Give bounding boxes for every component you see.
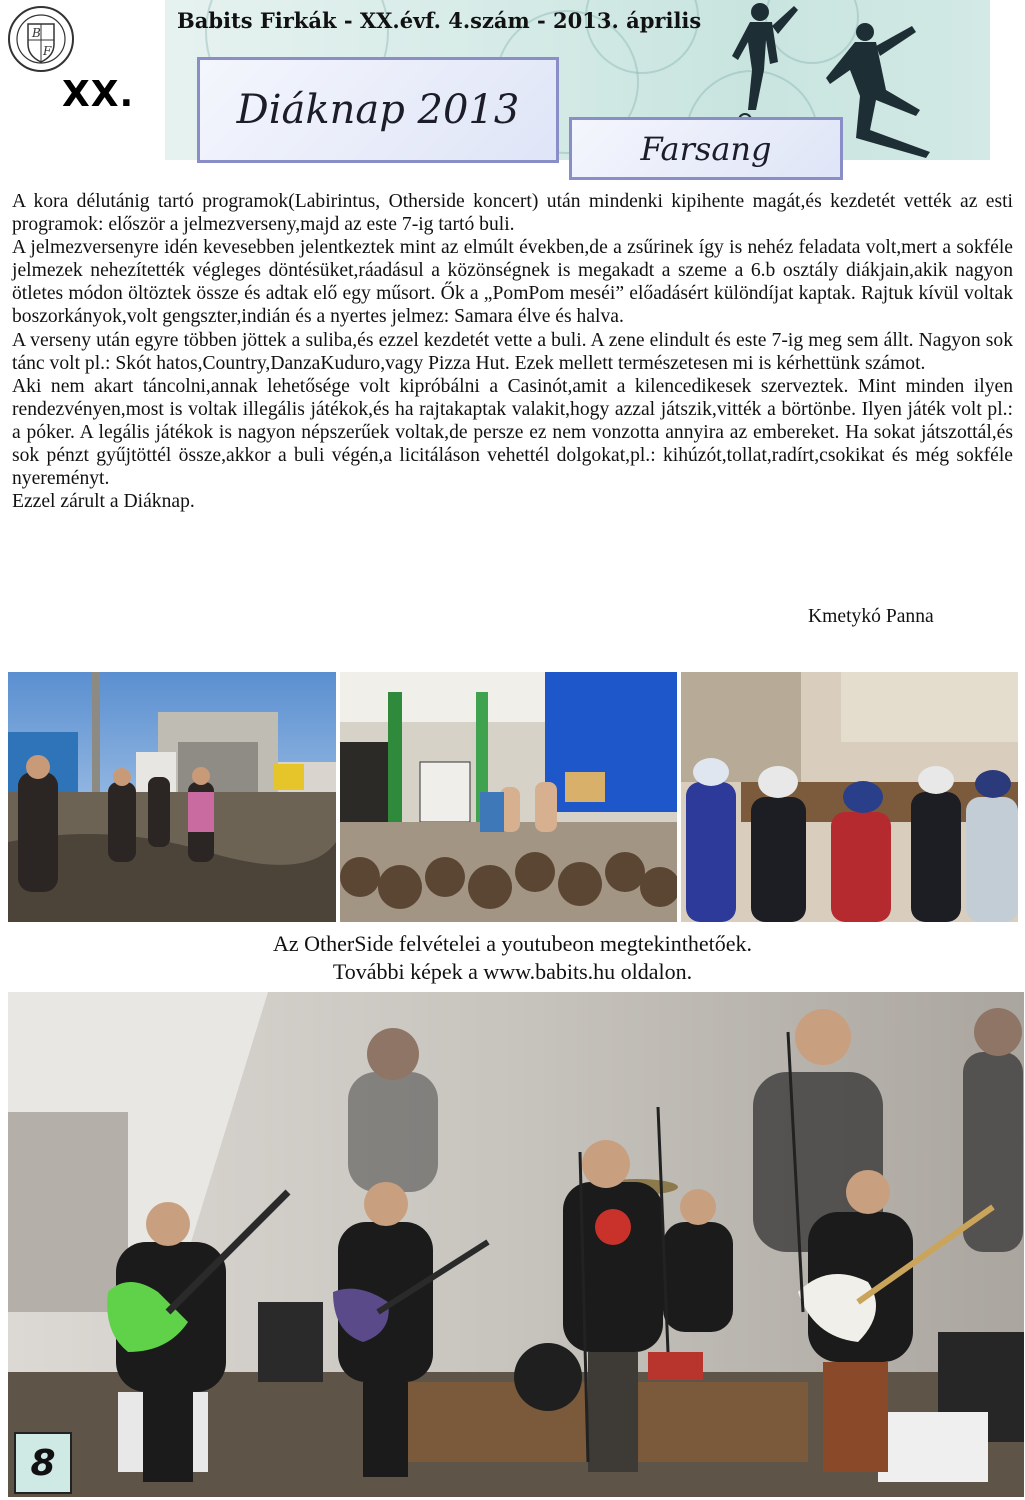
subtitle-box bbox=[569, 117, 843, 180]
school-logo bbox=[6, 4, 76, 74]
article-paragraph: A verseny után egyre többen jöttek a suliba,és ezzel kezdetét vette a buli. A zene elindult és este 7-ig meg sem állt. Nagyon sok tánc volt pl.: Skót hatos,Country,DanzaKuduro,vagy Pizza Hut. Ezek mellett természetesen mi is kérhettünk számot. bbox=[12, 329, 1013, 374]
issue-line: Babits Firkák - XX.évf. 4.szám - 2013. április bbox=[177, 8, 702, 33]
author-signature: Kmetykó Panna bbox=[808, 606, 934, 627]
photo-band-concert bbox=[8, 992, 1024, 1497]
svg-text:B: B bbox=[32, 26, 41, 40]
photo-indoor-audience bbox=[340, 672, 677, 922]
photo-outdoor-courtyard bbox=[8, 672, 336, 922]
article-paragraph: A kora délutánig tartó programok(Labirintus, Otherside koncert) után mindenki kipihente magát,és kezdetét vették az esti programok: először a jelmezverseny,majd az este 7-ig tartó buli. bbox=[12, 191, 1013, 236]
volume-mark: XX. bbox=[62, 74, 135, 115]
article-body bbox=[12, 190, 1013, 513]
page-subtitle: Farsang bbox=[640, 129, 772, 168]
caption-line-1: Az OtherSide felvételei a youtubeon megtekinthetőek. bbox=[273, 931, 752, 956]
svg-text:F: F bbox=[43, 44, 52, 58]
article-paragraph: Ezzel zárult a Diáknap. bbox=[12, 491, 195, 513]
photo-students-helmets bbox=[681, 672, 1018, 922]
article-paragraph: Aki nem akart táncolni,annak lehetősége volt kipróbálni a Casinót,amit a kilencedikesek szerveztek. Mint minden ilyen rendezvényen,most is voltak illegális játékok,és ha rajtakaptak valakit,hogy azzal játszik,vitték a börtönbe. Ilyen játék volt pl.: a póker. A legális játékok is nagyon népszerűek voltak,de persze ez nem vonzotta annyira az embereket. Ha sokat játszottál,és sok pénzt gyűjtöttél össze,akkor a buli végén,a licitáláson vehettél dolgokat,pl.: kihúzót,tollat,radírt,csokikat és még sokféle nyereményt. bbox=[12, 375, 1013, 490]
caption-line-2: További képek a www.babits.hu oldalon. bbox=[332, 959, 693, 984]
page-number: 8 bbox=[14, 1432, 72, 1494]
article-paragraph: A jelmezversenyre idén kevesebben jelentkeztek mint az elmúlt években,de a zsűrinek így is nehéz feladata volt,mert a sokféle jelmezek nehezítették végleges döntésüket,ráadásul a közönségnek is megakadt a szeme a 6.b osztály diákjain,akik nagyon ötletes módon öltöztek össze és adtak elő egy műsort. Ők a „PomPom meséi” előadásért különdíjat kaptak. Rajtuk kívül voltak boszorkányok,volt gengszter,indián és a nyertes jelmez: Samara élve és halva. bbox=[12, 237, 1013, 328]
page-title: Diáknap 2013 bbox=[236, 87, 520, 133]
title-box bbox=[197, 57, 559, 163]
